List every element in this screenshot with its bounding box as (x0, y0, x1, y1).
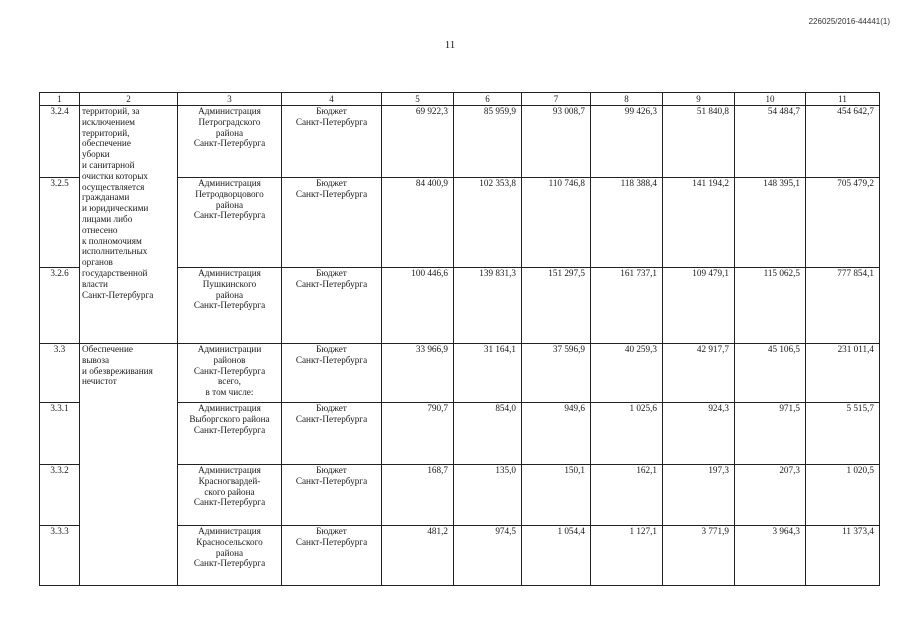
administrator-line: района (215, 127, 244, 138)
administrator-cell (178, 106, 282, 178)
value-cell-col-8: 118 388,4 (591, 178, 663, 268)
funding-source-cell (282, 526, 382, 586)
description-line: лицами либо (82, 213, 133, 224)
value-cell-col-8: 1 127,1 (591, 526, 663, 586)
administrator-line: Администрация (198, 106, 261, 116)
value-cell-col-9: 141 194,2 (663, 178, 735, 268)
value-cell-col-11: 231 011,4 (806, 344, 880, 403)
administrator-line: Выборгского района (189, 413, 270, 424)
value-cell-col-11: 1 020,5 (806, 465, 880, 526)
value-cell-col-9: 197,3 (663, 465, 735, 526)
administrator-line: в том числе: (205, 387, 254, 398)
row-code: 3.2.6 (40, 268, 80, 344)
value-cell-col-9: 924,3 (663, 403, 735, 465)
table-row (40, 344, 880, 403)
administrator-line: Санкт-Петербурга (193, 424, 266, 435)
funding-source-line: Бюджет (316, 106, 347, 116)
administrator-cell (178, 344, 282, 403)
value-cell-col-11: 777 854,1 (806, 268, 880, 344)
value-cell-col-9: 42 917,7 (663, 344, 735, 403)
row-code: 3.3.1 (40, 403, 80, 465)
funding-source-cell (282, 178, 382, 268)
value-cell-col-7: 37 596,9 (522, 344, 591, 403)
value-cell-col-10: 148 395,1 (735, 178, 806, 268)
value-cell-col-6: 85 959,9 (454, 106, 522, 178)
value-cell-col-8: 40 259,3 (591, 344, 663, 403)
value-cell-col-11: 11 373,4 (806, 526, 880, 586)
header-cell-8: 8 (591, 93, 663, 106)
header-cell-2: 2 (80, 93, 178, 106)
value-cell-col-10: 115 062,5 (735, 268, 806, 344)
funding-source-line: Санкт-Петербурга (295, 116, 368, 127)
value-cell-col-5: 168,7 (382, 465, 454, 526)
header-cell-7: 7 (522, 93, 591, 106)
value-cell-col-5: 100 446,6 (382, 268, 454, 344)
value-cell-col-5: 69 922,3 (382, 106, 454, 178)
value-cell-col-8: 1 025,6 (591, 403, 663, 465)
administrator-line: Санкт-Петербурга (193, 210, 266, 221)
header-cell-1: 1 (40, 93, 80, 106)
page-number: 11 (444, 39, 456, 51)
header-cell-6: 6 (454, 93, 522, 106)
value-cell-col-5: 84 400,9 (382, 178, 454, 268)
budget-table (39, 92, 880, 586)
administrator-cell (178, 465, 282, 526)
header-cell-4: 4 (282, 93, 382, 106)
description-line: органов (82, 257, 113, 268)
table-row (40, 106, 880, 178)
value-cell-col-10: 54 484,7 (735, 106, 806, 178)
funding-source-line: Бюджет (316, 178, 347, 188)
value-cell-col-6: 139 831,3 (454, 268, 522, 344)
row-code: 3.3 (40, 344, 80, 403)
administrator-line: всего, (218, 376, 241, 387)
value-cell-col-11: 5 515,7 (806, 403, 880, 465)
funding-source-line: Бюджет (316, 344, 347, 354)
value-cell-col-9: 51 840,8 (663, 106, 735, 178)
row-code: 3.3.2 (40, 465, 80, 526)
administrator-line: Администрация (198, 268, 261, 278)
description-line: осуществляется (82, 181, 145, 192)
administrator-line: Санкт-Петербурга (193, 300, 266, 311)
value-cell-col-7: 949,6 (522, 403, 591, 465)
value-cell-col-6: 135,0 (454, 465, 522, 526)
value-cell-col-6: 974,5 (454, 526, 522, 586)
funding-source-line: Бюджет (316, 465, 347, 475)
header-cell-10: 10 (735, 93, 806, 106)
funding-source-line: Санкт-Петербурга (295, 413, 368, 424)
administrator-line: Администрация (198, 465, 261, 475)
funding-source-line: Бюджет (316, 268, 347, 278)
administrator-line: Санкт-Петербурга (193, 365, 266, 376)
description-cell-group-a (80, 106, 178, 344)
funding-source-cell (282, 106, 382, 178)
header-cell-5: 5 (382, 93, 454, 106)
funding-source-line: Бюджет (316, 526, 347, 536)
administrator-line: Администрация (198, 403, 261, 413)
funding-source-line: Санкт-Петербурга (295, 536, 368, 547)
administrator-line: Администрация (198, 526, 261, 536)
value-cell-col-9: 3 771,9 (663, 526, 735, 586)
funding-source-line: Санкт-Петербурга (295, 188, 368, 199)
value-cell-col-7: 1 054,4 (522, 526, 591, 586)
value-cell-col-9: 109 479,1 (663, 268, 735, 344)
description-line: исполнительных (82, 246, 148, 257)
value-cell-col-6: 102 353,8 (454, 178, 522, 268)
administrator-line: Красногвардей- (198, 475, 261, 486)
value-cell-col-5: 481,2 (382, 526, 454, 586)
value-cell-col-7: 110 746,8 (522, 178, 591, 268)
row-code: 3.2.4 (40, 106, 80, 178)
value-cell-col-10: 3 964,3 (735, 526, 806, 586)
funding-source-line: Санкт-Петербурга (295, 278, 368, 289)
funding-source-cell (282, 465, 382, 526)
value-cell-col-10: 45 106,5 (735, 344, 806, 403)
header-cell-9: 9 (663, 93, 735, 106)
administrator-line: Санкт-Петербурга (193, 497, 266, 508)
funding-source-cell (282, 268, 382, 344)
description-line: гражданами (82, 192, 130, 203)
value-cell-col-8: 162,1 (591, 465, 663, 526)
funding-source-line: Санкт-Петербурга (295, 354, 368, 365)
administrator-line: района (215, 289, 244, 300)
value-cell-col-11: 705 479,2 (806, 178, 880, 268)
value-cell-col-10: 971,5 (735, 403, 806, 465)
funding-source-cell (282, 403, 382, 465)
value-cell-col-7: 151 297,5 (522, 268, 591, 344)
description-line: территорий, (82, 127, 130, 138)
administrator-line: Санкт-Петербурга (193, 558, 266, 569)
description-line: исключением (82, 116, 135, 127)
description-line: нечистот (82, 376, 117, 387)
administrator-line: ского района (204, 486, 255, 497)
administrator-line: района (215, 199, 244, 210)
administrator-cell (178, 403, 282, 465)
value-cell-col-5: 33 966,9 (382, 344, 454, 403)
administrator-cell (178, 268, 282, 344)
description-line: обеспечение (82, 138, 131, 149)
description-line: Санкт-Петербурга (82, 289, 154, 300)
value-cell-col-6: 854,0 (454, 403, 522, 465)
value-cell-col-10: 207,3 (735, 465, 806, 526)
table-header-row (40, 93, 880, 106)
description-line: Обеспечение (82, 344, 133, 354)
value-cell-col-7: 150,1 (522, 465, 591, 526)
description-line: к полномочиям (82, 235, 142, 246)
value-cell-col-8: 161 737,1 (591, 268, 663, 344)
description-line: власти (82, 278, 108, 289)
funding-source-cell (282, 344, 382, 403)
description-line: и санитарной (82, 159, 135, 170)
administrator-line: Пушкинского (202, 278, 257, 289)
administrator-line: Петроградского (198, 116, 261, 127)
administrator-line: Администрация (198, 178, 261, 188)
description-line: государственной (82, 267, 148, 278)
description-line: территорий, за (82, 106, 140, 116)
administrator-cell (178, 526, 282, 586)
row-code: 3.2.5 (40, 178, 80, 268)
description-line: уборки (82, 149, 110, 160)
value-cell-col-11: 454 642,7 (806, 106, 880, 178)
value-cell-col-5: 790,7 (382, 403, 454, 465)
administrator-cell (178, 178, 282, 268)
document-code: 226025/2016-44441(1) (808, 17, 890, 26)
description-line: отнесено (82, 224, 118, 235)
funding-source-line: Санкт-Петербурга (295, 475, 368, 486)
administrator-line: Петродворцового (195, 188, 264, 199)
description-line: и юридическими (82, 203, 149, 214)
funding-source-line: Бюджет (316, 403, 347, 413)
value-cell-col-7: 93 008,7 (522, 106, 591, 178)
administrator-line: Администрации (197, 344, 262, 354)
value-cell-col-6: 31 164,1 (454, 344, 522, 403)
administrator-line: Красносельского (196, 536, 263, 547)
description-line: вывоза (82, 354, 110, 365)
administrator-line: районов (213, 354, 246, 365)
description-line: очистки которых (82, 170, 148, 181)
administrator-line: района (215, 547, 244, 558)
header-cell-3: 3 (178, 93, 282, 106)
description-line: и обезвреживания (82, 365, 153, 376)
header-cell-11: 11 (806, 93, 880, 106)
row-code: 3.3.3 (40, 526, 80, 586)
description-cell-group-b (80, 344, 178, 586)
value-cell-col-8: 99 426,3 (591, 106, 663, 178)
administrator-line: Санкт-Петербурга (193, 138, 266, 149)
